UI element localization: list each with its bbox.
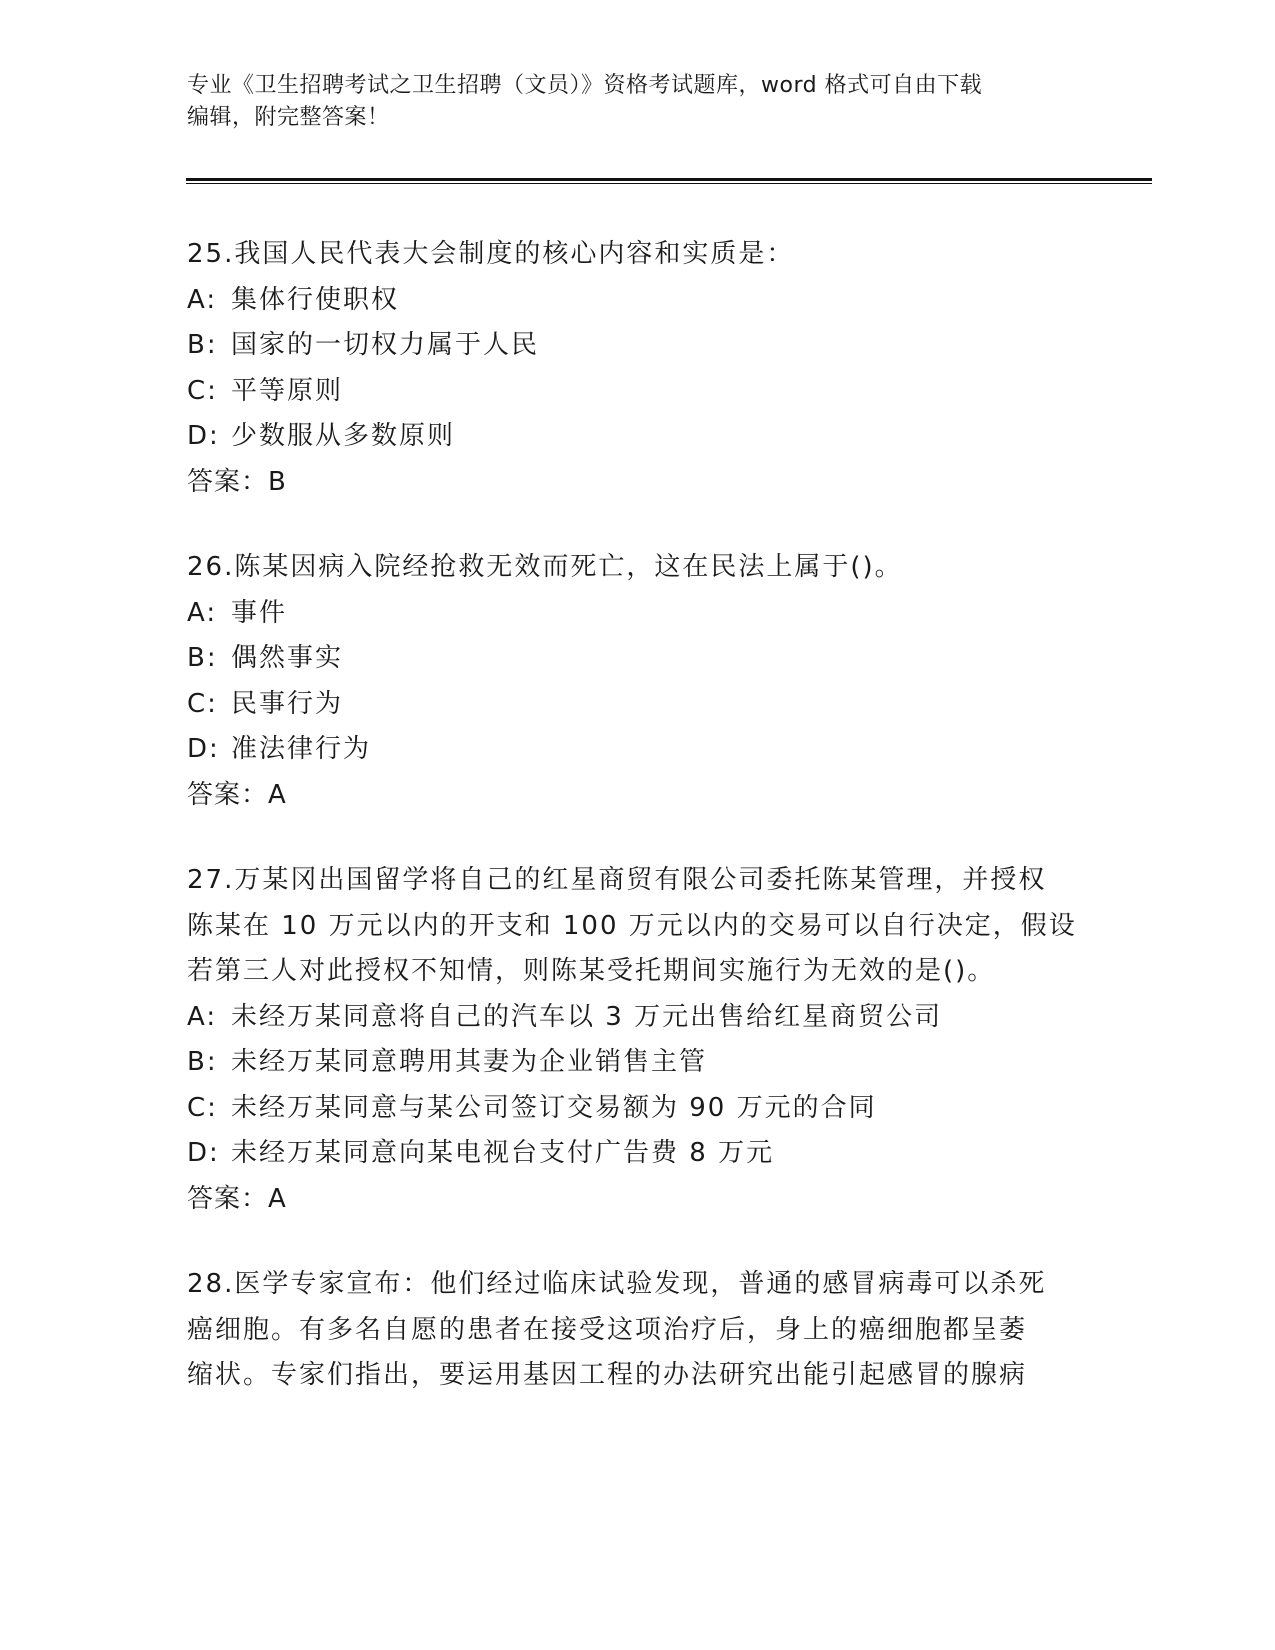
document-header bbox=[187, 70, 1087, 134]
question-stem-line: 27.万某冈出国留学将自己的红星商贸有限公司委托陈某管理，并授权 bbox=[187, 865, 1047, 895]
question-stem-line: 癌细胞。有多名自愿的患者在接受这项治疗后，身上的癌细胞都呈萎 bbox=[187, 1314, 1028, 1345]
option-letter: D: bbox=[187, 734, 220, 764]
question-25 bbox=[187, 232, 1087, 505]
option-b bbox=[187, 1040, 1087, 1086]
option-d bbox=[187, 1131, 1087, 1177]
answer-line: 答案：B bbox=[187, 466, 287, 497]
option-text: 少数服从多数原则 bbox=[231, 421, 456, 451]
option-letter: A: bbox=[187, 1001, 218, 1032]
option-letter: D: bbox=[187, 1138, 220, 1168]
option-text: 未经万某同意将自己的汽车以 3 万元出售给红星商贸公司 bbox=[231, 1001, 943, 1032]
option-b bbox=[187, 636, 1087, 682]
option-text: 偶然事实 bbox=[231, 643, 344, 673]
answer-line: 答案：A bbox=[187, 779, 287, 810]
option-c bbox=[187, 369, 1087, 415]
option-text: 平等原则 bbox=[231, 375, 344, 406]
header-divider-thick bbox=[186, 178, 1152, 181]
answer-line: 答案：A bbox=[187, 1183, 287, 1214]
option-text: 国家的一切权力属于人民 bbox=[231, 330, 540, 360]
option-c bbox=[187, 1086, 1087, 1132]
option-letter: A: bbox=[187, 284, 218, 315]
option-c bbox=[187, 682, 1087, 728]
question-stem-line: 28.医学专家宣布：他们经过临床试验发现，普通的感冒病毒可以杀死 bbox=[187, 1269, 1047, 1299]
option-a bbox=[187, 995, 1087, 1041]
option-text: 集体行使职权 bbox=[231, 284, 400, 315]
header-divider-thin bbox=[186, 183, 1152, 184]
question-26 bbox=[187, 545, 1087, 818]
question-list bbox=[187, 232, 1087, 1439]
option-letter: D: bbox=[187, 421, 220, 451]
option-b bbox=[187, 323, 1087, 369]
option-letter: C: bbox=[187, 1092, 218, 1123]
question-27 bbox=[187, 858, 1087, 1222]
option-letter: B: bbox=[187, 1047, 218, 1077]
question-stem: 25.我国人民代表大会制度的核心内容和实质是： bbox=[187, 239, 795, 269]
option-letter: A: bbox=[187, 597, 218, 628]
question-28 bbox=[187, 1262, 1087, 1399]
option-d bbox=[187, 727, 1087, 773]
question-stem-line: 若第三人对此授权不知情，则陈某受托期间实施行为无效的是()。 bbox=[187, 956, 996, 986]
option-text: 未经万某同意与某公司签订交易额为 90 万元的合同 bbox=[231, 1092, 877, 1123]
option-letter: B: bbox=[187, 643, 218, 673]
header-line-1: 专业《卫生招聘考试之卫生招聘（文员）》资格考试题库，word 格式可自由下载 bbox=[187, 73, 983, 98]
option-text: 民事行为 bbox=[231, 688, 344, 719]
option-text: 未经万某同意向某电视台支付广告费 8 万元 bbox=[231, 1138, 775, 1168]
option-text: 未经万某同意聘用其妻为企业销售主管 bbox=[231, 1047, 708, 1077]
option-text: 准法律行为 bbox=[231, 734, 372, 764]
option-a bbox=[187, 591, 1087, 637]
option-text: 事件 bbox=[231, 597, 288, 628]
option-letter: C: bbox=[187, 688, 218, 719]
question-stem-line: 缩状。专家们指出，要运用基因工程的办法研究出能引起感冒的腺病 bbox=[187, 1360, 1028, 1390]
header-line-2: 编辑，附完整答案！ bbox=[187, 105, 390, 130]
question-stem: 26.陈某因病入院经抢救无效而死亡，这在民法上属于()。 bbox=[187, 552, 903, 582]
question-stem-line: 陈某在 10 万元以内的开支和 100 万元以内的交易可以自行决定，假设 bbox=[187, 910, 1077, 941]
option-letter: B: bbox=[187, 330, 218, 360]
option-a bbox=[187, 278, 1087, 324]
option-letter: C: bbox=[187, 375, 218, 406]
option-d bbox=[187, 414, 1087, 460]
